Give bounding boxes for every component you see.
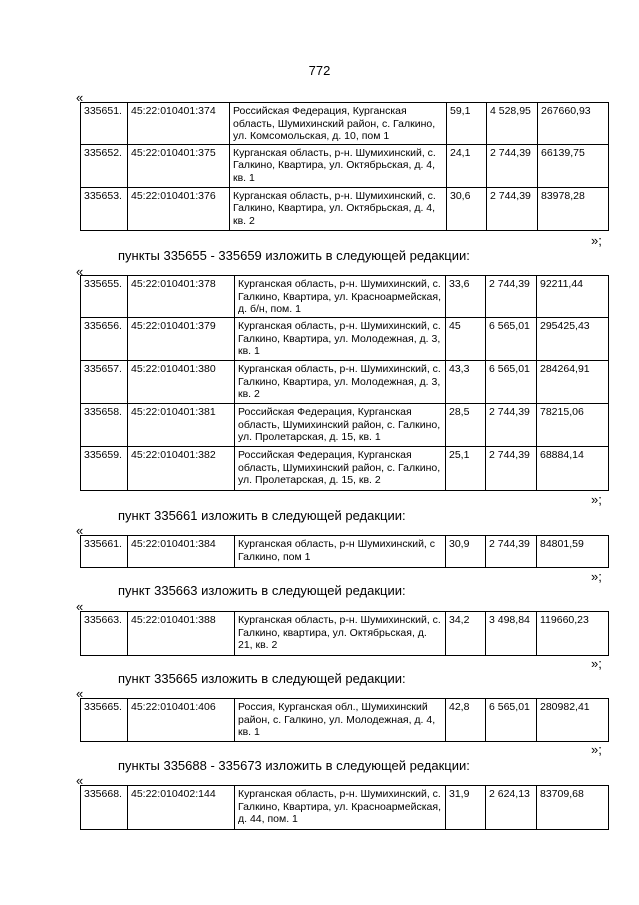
table-row: [81, 187, 609, 230]
cadastral-value-cell: 78215,06: [537, 404, 609, 447]
specific-value-cell: 2 744,39: [487, 187, 538, 230]
area-cell: 45: [446, 318, 486, 361]
address-cell: Курганская область, р-н. Шумихинский, с. Галкино, Квартира, ул. Молодежная, д. 3, кв. 1: [235, 318, 446, 361]
close-quote: »;: [591, 569, 602, 584]
cadastral-value-cell: 267660,93: [538, 103, 609, 145]
specific-value-cell: 2 744,39: [486, 447, 537, 491]
address-cell: Курганская область, р-н. Шумихинский, с. Галкино, Квартира, ул. Красноармейская, д. б/н, пом. 1: [235, 276, 446, 318]
specific-value-cell: 6 565,01: [486, 361, 537, 404]
cadastral-number-cell: 45:22:010401:375: [128, 144, 230, 187]
open-quote: «: [76, 599, 84, 614]
cadastral-value-cell: 84801,59: [537, 536, 609, 568]
area-cell: 43,3: [446, 361, 486, 404]
address-cell: Курганская область, р-н. Шумихинский, с. Галкино, Квартира, ул. Октябрьская, д. 4, кв. 1: [230, 144, 447, 187]
cadastral-value-cell: 280982,41: [537, 699, 609, 742]
address-cell: Курганская область, р-н. Шумихинский, с. Галкино, Квартира, ул. Молодежная, д. 3, кв. 2: [235, 361, 446, 404]
address-cell: Российская Федерация, Курганская область, Шумихинский район, с. Галкино, ул. Пролетарская, д. 15, кв. 1: [235, 404, 446, 447]
instruction-text: пункт 335665 изложить в следующей редакции:: [118, 671, 406, 686]
cadastral-number-cell: 45:22:010401:388: [128, 612, 235, 656]
close-quote: »;: [591, 656, 602, 671]
cadastral-value-cell: 119660,23: [537, 612, 609, 656]
open-quote: «: [76, 773, 84, 788]
row-number-cell: 335655.: [81, 276, 128, 318]
specific-value-cell: 6 565,01: [486, 699, 537, 742]
specific-value-cell: 3 498,84: [486, 612, 537, 656]
instruction-text: пункты 335688 - 335673 изложить в следующей редакции:: [118, 758, 470, 773]
address-cell: Россия, Курганская обл., Шумихинский район, с. Галкино, ул. Молодежная, д. 4, кв. 1: [235, 699, 446, 742]
records-table-6: [80, 785, 609, 830]
specific-value-cell: 4 528,95: [487, 103, 538, 145]
table-row: [81, 447, 609, 491]
address-cell: Российская Федерация, Курганская область, Шумихинский район, с. Галкино, ул. Комсомольская, д. 10, пом 1: [230, 103, 447, 145]
area-cell: 34,2: [446, 612, 486, 656]
instruction-text: пункты 335655 - 335659 изложить в следующей редакции:: [118, 248, 470, 263]
row-number-cell: 335663.: [81, 612, 128, 656]
row-number-cell: 335665.: [81, 699, 128, 742]
cadastral-number-cell: 45:22:010401:376: [128, 187, 230, 230]
specific-value-cell: 2 744,39: [486, 536, 537, 568]
cadastral-value-cell: 92211,44: [537, 276, 609, 318]
specific-value-cell: 2 744,39: [486, 404, 537, 447]
area-cell: 30,9: [446, 536, 486, 568]
records-table-2: [80, 275, 609, 491]
specific-value-cell: 6 565,01: [486, 318, 537, 361]
row-number-cell: 335652.: [81, 144, 128, 187]
cadastral-number-cell: 45:22:010401:374: [128, 103, 230, 145]
close-quote: »;: [591, 233, 602, 248]
cadastral-number-cell: 45:22:010401:379: [128, 318, 235, 361]
area-cell: 31,9: [446, 786, 486, 830]
table-row: [81, 103, 609, 145]
area-cell: 59,1: [447, 103, 487, 145]
instruction-text: пункт 335661 изложить в следующей редакции:: [118, 508, 406, 523]
row-number-cell: 335656.: [81, 318, 128, 361]
cadastral-value-cell: 284264,91: [537, 361, 609, 404]
address-cell: Российская Федерация, Курганская область, Шумихинский район, с. Галкино, ул. Пролетарская, д. 15, кв. 2: [235, 447, 446, 491]
table-row: [81, 361, 609, 404]
area-cell: 30,6: [447, 187, 487, 230]
table-row: [81, 144, 609, 187]
area-cell: 25,1: [446, 447, 486, 491]
records-table-1: [80, 102, 609, 231]
cadastral-number-cell: 45:22:010401:381: [128, 404, 235, 447]
address-cell: Курганская область, р-н. Шумихинский, с. Галкино, Квартира, ул. Октябрьская, д. 4, кв. 2: [230, 187, 447, 230]
area-cell: 33,6: [446, 276, 486, 318]
instruction-text: пункт 335663 изложить в следующей редакции:: [118, 583, 406, 598]
row-number-cell: 335668.: [81, 786, 128, 830]
specific-value-cell: 2 624,13: [486, 786, 537, 830]
table-row: [81, 699, 609, 742]
open-quote: «: [76, 523, 84, 538]
row-number-cell: 335658.: [81, 404, 128, 447]
table-row: [81, 318, 609, 361]
open-quote: «: [76, 264, 84, 279]
open-quote: «: [76, 686, 84, 701]
close-quote: »;: [591, 492, 602, 507]
address-cell: Курганская область, р-н. Шумихинский, с. Галкино, квартира, ул. Октябрьская, д. 21, кв. 2: [235, 612, 446, 656]
cadastral-value-cell: 295425,43: [537, 318, 609, 361]
specific-value-cell: 2 744,39: [487, 144, 538, 187]
cadastral-value-cell: 83709,68: [537, 786, 609, 830]
cadastral-number-cell: 45:22:010401:406: [128, 699, 235, 742]
table-row: [81, 404, 609, 447]
cadastral-number-cell: 45:22:010401:382: [128, 447, 235, 491]
records-table-3: [80, 535, 609, 568]
records-table-5: [80, 698, 609, 742]
area-cell: 28,5: [446, 404, 486, 447]
open-quote: «: [76, 90, 84, 105]
row-number-cell: 335657.: [81, 361, 128, 404]
table-row: [81, 536, 609, 568]
table-row: [81, 276, 609, 318]
row-number-cell: 335659.: [81, 447, 128, 491]
area-cell: 24,1: [447, 144, 487, 187]
cadastral-value-cell: 83978,28: [538, 187, 609, 230]
row-number-cell: 335661.: [81, 536, 128, 568]
records-table-4: [80, 611, 609, 656]
cadastral-value-cell: 66139,75: [538, 144, 609, 187]
area-cell: 42,8: [446, 699, 486, 742]
page-number: 772: [308, 63, 331, 78]
table-row: [81, 786, 609, 830]
cadastral-number-cell: 45:22:010401:378: [128, 276, 235, 318]
table-row: [81, 612, 609, 656]
cadastral-number-cell: 45:22:010402:144: [128, 786, 235, 830]
cadastral-value-cell: 68884,14: [537, 447, 609, 491]
cadastral-number-cell: 45:22:010401:380: [128, 361, 235, 404]
row-number-cell: 335651.: [81, 103, 128, 145]
address-cell: Курганская область, р-н Шумихинский, с Галкино, пом 1: [235, 536, 446, 568]
row-number-cell: 335653.: [81, 187, 128, 230]
specific-value-cell: 2 744,39: [486, 276, 537, 318]
close-quote: »;: [591, 742, 602, 757]
cadastral-number-cell: 45:22:010401:384: [128, 536, 235, 568]
address-cell: Курганская область, р-н. Шумихинский, с. Галкино, Квартира, ул. Красноармейская, д. 44, пом. 1: [235, 786, 446, 830]
